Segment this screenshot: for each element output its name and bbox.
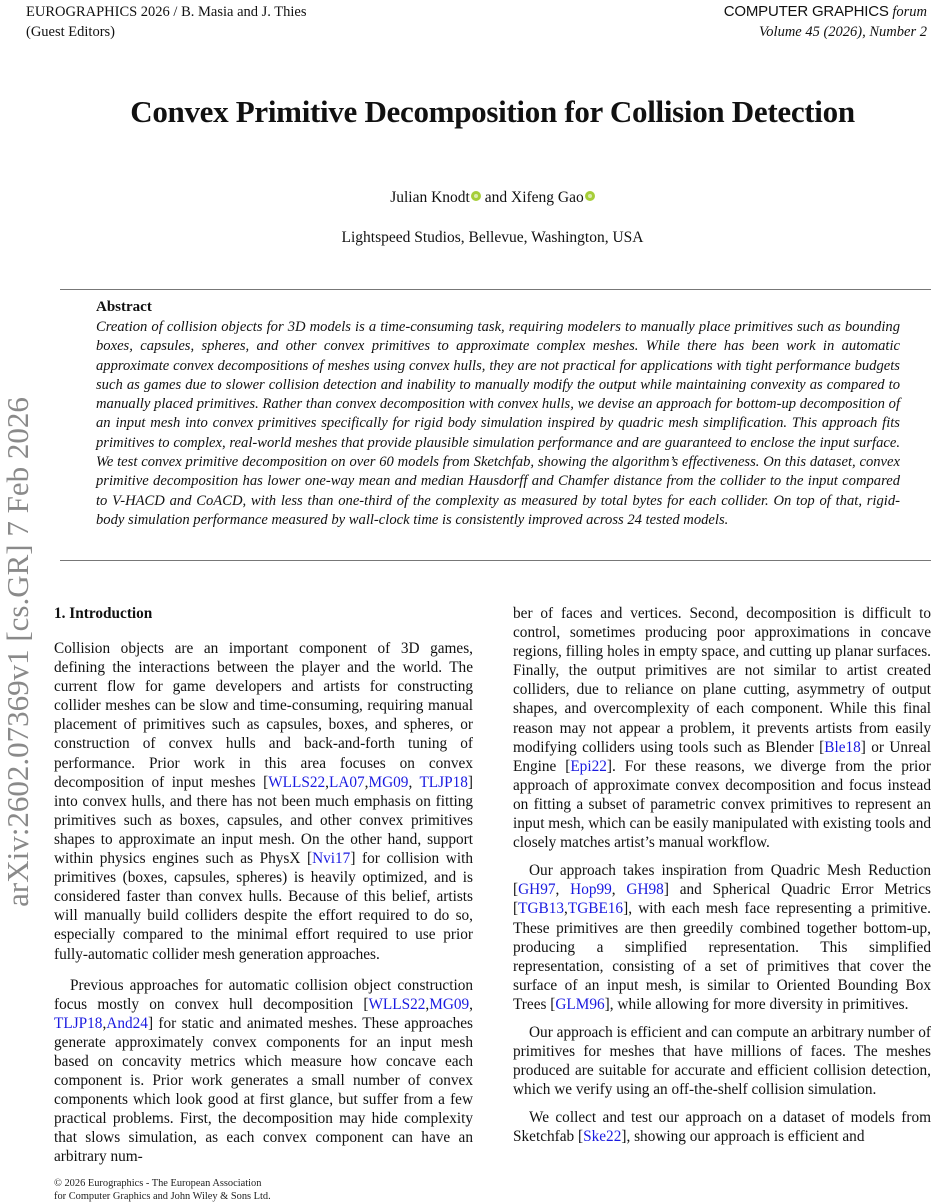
paper-title: Convex Primitive Decomposition for Collision Detection: [130, 94, 855, 129]
text-run: ] and Spherical Quadric Error Metrics [: [513, 881, 931, 918]
section-heading: 1. Introduction: [54, 605, 153, 622]
citation-link[interactable]: GLM96: [555, 995, 605, 1013]
text-run: ]. For these reasons, we diverge from the prior approach of approximate convex decomposition and focus instead on fitting a subset of parametric convex primitives to represent an input mesh, which can be easily manipulated with existing tools and closely matches artist’s manual workflow.: [513, 757, 931, 852]
orcid-icon[interactable]: [471, 191, 481, 201]
citation-link[interactable]: And24: [106, 1014, 148, 1032]
journal-name: COMPUTER GRAPHICS: [723, 3, 889, 20]
copyright-line: © 2026 Eurographics - The European Association: [54, 1178, 262, 1189]
author-list: [0, 189, 931, 207]
citation-link[interactable]: GH98: [626, 881, 664, 899]
citation-link[interactable]: WLLS22: [368, 995, 426, 1013]
guest-editors-line: (Guest Editors): [26, 24, 115, 40]
affiliation: Lightspeed Studios, Bellevue, Washington, USA: [341, 229, 644, 246]
citation-link[interactable]: Ske22: [583, 1128, 622, 1146]
journal-header: [724, 2, 927, 42]
journal-suffix: forum: [892, 4, 927, 20]
citation-link[interactable]: MG09: [368, 773, 409, 791]
author-joiner: and: [480, 189, 512, 206]
author-name: Julian Knodt: [390, 189, 470, 206]
text-run: Previous approaches for automatic collision object construction focus mostly on convex hull decomposition [: [54, 976, 473, 1013]
copyright-line: for Computer Graphics and John Wiley & Sons Ltd.: [54, 1191, 271, 1202]
right-column: [513, 604, 931, 1156]
paragraph: [513, 1108, 931, 1146]
text-run: ], while allowing for more diversity in primitives.: [604, 995, 909, 1013]
citation-link[interactable]: LA07: [328, 773, 365, 791]
text-run: ber of faces and vertices. Second, decomposition is difficult to control, sometimes producing poor approximations in concave regions, filling holes in empty space, and cutting up planar surfaces. Finally, the output primitives are not similar to artist created colliders, due to reliance on plane cutting, asymmetry of output shapes, and overcomplexity of each component. While this final reason may not appear a problem, it prevents artists from easily modifying colliders using tools such as Blender [: [513, 605, 931, 756]
citation-link[interactable]: Epi22: [570, 757, 607, 775]
conference-header: [26, 2, 306, 42]
abstract-bottom-divider: [60, 560, 931, 561]
citation-link[interactable]: WLLS22: [268, 773, 326, 791]
author-name: Xifeng Gao: [511, 189, 584, 206]
citation-link[interactable]: TLJP18: [54, 1014, 103, 1032]
arxiv-stamp: arXiv:2602.07369v1 [cs.GR] 7 Feb 2026: [0, 397, 35, 907]
citation-link[interactable]: Hop99: [570, 881, 612, 899]
text-run: ] for collision with primitives (boxes, capsules, spheres) is heavily optimized, and is considered faster than convex hulls. Because of this belief, artists will manually build colliders despite the effort required to do so, especially compared to the minimal effort required to use prior fully-automatic collider mesh generation approaches.: [54, 850, 473, 963]
citation-link[interactable]: Nvi17: [312, 850, 351, 868]
volume-line: Volume 45 (2026), Number 2: [759, 24, 927, 40]
text-run: ], with each mesh face representing a primitive. These primitives are then greedily combined together bottom-up, producing a simplified representation. This simplified representation, consisting of a set of primitives that cover the surface of an input mesh, is similar to Oriented Bounding Box Trees [: [513, 900, 931, 1013]
text-run: ] or Unreal Engine [: [513, 738, 931, 775]
paragraph: Our approach takes inspiration from Quadric Mesh Reduction [GH97, Hop99, GH98] and Spherical Quadric Error Metrics [TGB13,TGBE16], with each mesh face representing a primitive. These primitives are then greedily combined together bottom-up, producing a simplified representation. This simplified representation, consisting of a set of primitives that cover the surface of an input mesh, is similar to Oriented Bounding Box Trees [GLM96], while allowing for more diversity in primitives.: [513, 862, 931, 1013]
text-run: ], showing our approach is efficient and: [621, 1128, 865, 1146]
left-column: [54, 604, 473, 1176]
citation-link[interactable]: TGB13: [518, 900, 565, 918]
text-run: Collision objects are an important component of 3D games, defining the interactions between the player and the world. The current flow for game developers and artists for constructing collider meshes can be slow and time-consuming, requiring manual placement of primitives such as capsules, boxes, and spheres, or construction of convex hulls and back-and-forth tuning of performance. Prior work in this area focuses on convex decomposition of input meshes [: [54, 640, 473, 791]
abstract-text: Creation of collision objects for 3D models is a time-consuming task, requiring modelers to manually place primitives such as bounding boxes, capsules, spheres, and other convex primitives to approximate complex meshes. While there has been work in automatic approximate convex decompositions of meshes using convex hulls, they are not practical for applications with tight performance budgets such as games due to slower collision detection and inability to manually modify the output while maintaining convexity as compared to manually placed primitives. Rather than convex decomposition with convex hulls, we devise an approach for bottom-up decomposition of an input mesh into convex primitives specifically for rigid body simulation inspired by quadric mesh simplification. This approach fits primitives to complex, real-world meshes that provide plausible simulation performance and are guaranteed to enclose the input surface. We test convex primitive decomposition on over 60 models from Sketchfab, showing the algorithm’s effectiveness. On this dataset, convex primitive decomposition has lower one-way mean and median Hausdorff and Chamfer distance from the collider to the input compared to V-HACD and CoACD, with less than one-third of the complexity as measured by total bytes for each collider. On top of that, rigid-body simulation performance measured by wall-clock time is consistently improved across 24 tested models.: [96, 319, 900, 528]
text-run: Our approach takes inspiration from Quadric Mesh Reduction [: [513, 862, 931, 899]
citation-link[interactable]: Ble18: [824, 738, 861, 756]
paragraph: Our approach is efficient and can compute an arbitrary number of primitives for meshes that have millions of faces. The meshes produced are suitable for accurate and efficient collision detection, which we verify using an off-the-shelf collision simulation.: [513, 1023, 931, 1099]
orcid-icon[interactable]: [585, 191, 595, 201]
copyright-footer: [54, 1177, 271, 1203]
conference-line: EUROGRAPHICS 2026 / B. Masia and J. Thies: [26, 4, 307, 20]
citation-link[interactable]: MG09: [429, 995, 470, 1013]
citation-link[interactable]: TGBE16: [567, 900, 624, 918]
paragraph: Previous approaches for automatic collision object construction focus mostly on convex hull decomposition [WLLS22,MG09, TLJP18,And24] for static and animated meshes. These approaches generate approximately convex components for an input mesh based on concavity metrics which measure how concave each component is. Prior work generates a small number of convex components which look good at first glance, but suffer from a few practical problems. First, the decomposition may hide complexity that slows simulation, as each convex component can have an arbitrary num-: [54, 976, 473, 1166]
paragraph: Collision objects are an important component of 3D games, defining the interactions between the player and the world. The current flow for game developers and artists for constructing collider meshes can be slow and time-consuming, requiring manual placement of primitives such as capsules, boxes, and spheres, or construction of convex hulls and back-and-forth tuning of performance. Prior work in this area focuses on convex decomposition of input meshes [WLLS22,LA07,MG09, TLJP18] into convex hulls, and there has not been much emphasis on fitting primitives such as boxes, capsules, and other convex primitives shapes to approximate an input mesh. On the other hand, support within physics engines such as PhysX [Nvi17] for collision with primitives (boxes, capsules, spheres) is heavily optimized, and is considered faster than convex hulls. Because of this belief, artists will manually build colliders despite the effort required to do so, especially compared to the minimal effort required to use prior fully-automatic collider mesh generation approaches.: [54, 640, 473, 963]
abstract-top-divider: [60, 289, 931, 290]
paragraph-continued: [513, 604, 931, 852]
text-run: ] into convex hulls, and there has not been much emphasis on fitting primitives such as boxes, capsules, and other convex primitives shapes to approximate an input mesh. On the other hand, support within physics engines such as PhysX [: [54, 773, 473, 868]
text-run: ] for static and animated meshes. These approaches generate approximately convex components for an input mesh based on concavity metrics which measure how concave each component is. Prior work generates a small number of convex components which look good at first glance, but suffer from a few practical problems. First, the decomposition may hide complexity that slows simulation, as each convex component can have an arbitrary num-: [54, 1014, 473, 1166]
citation-link[interactable]: TLJP18: [419, 773, 468, 791]
abstract: [96, 296, 900, 530]
text-run: We collect and test our approach on a dataset of models from Sketchfab [: [513, 1109, 931, 1146]
citation-link[interactable]: GH97: [518, 881, 556, 899]
abstract-heading: Abstract: [96, 299, 152, 315]
